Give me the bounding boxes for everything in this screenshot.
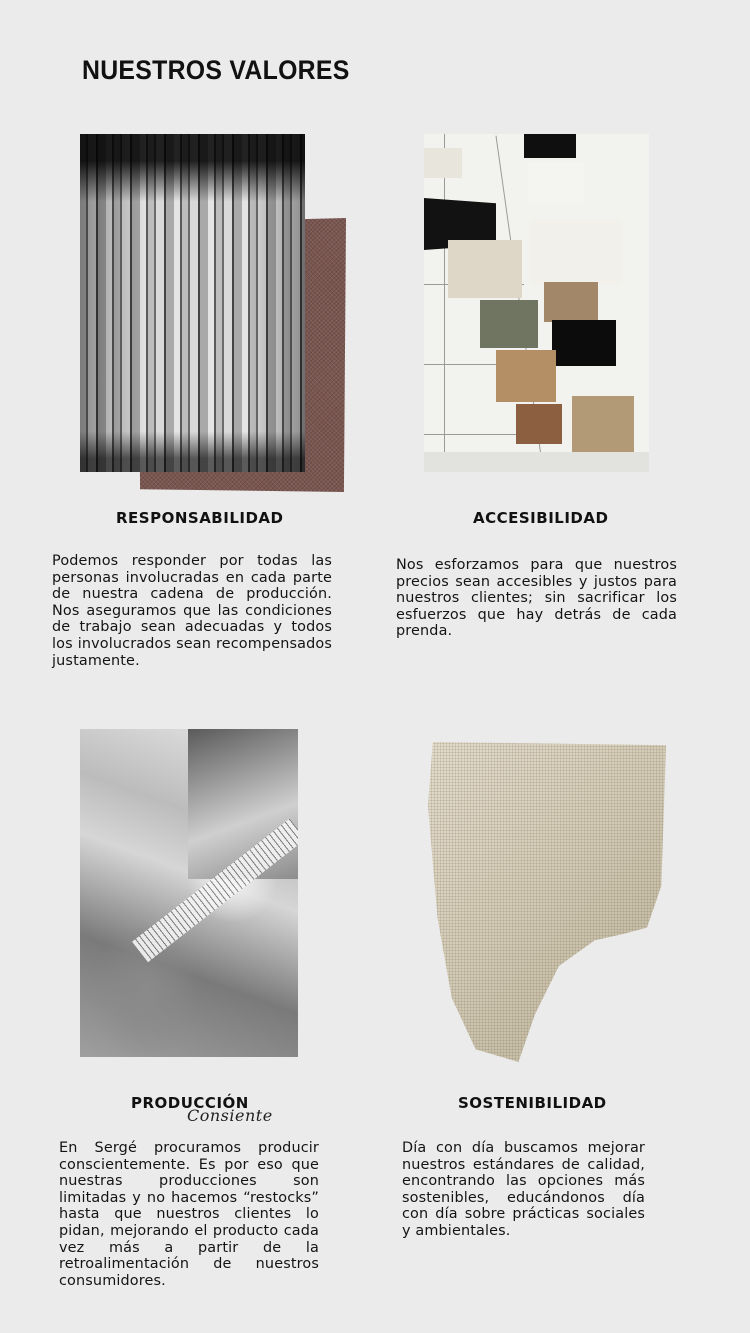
fabric-swatches-photo <box>424 134 649 472</box>
value-text-produccion: En Sergé procuramos producir conscientemente. Es por eso que nuestras producciones son limitadas y no hacemos “restocks” hasta que nuestros clientes lo pidan, mejorando el producto cada vez más a partir de la retroalimentación de nuestros consumidores. <box>59 1140 319 1289</box>
value-text-accesibilidad: Nos esforzamos para que nuestros precios sean accesibles y justos para nuestros clientes; sin sacrificar los esfuerzos que hay detrás de cada prenda. <box>396 557 677 640</box>
value-heading-produccion: PRODUCCIÓN <box>131 1094 249 1112</box>
script-subtitle-consiente: Consiente <box>187 1106 273 1125</box>
value-text-sostenibilidad: Día con día buscamos mejorar nuestros estándares de calidad, encontrando las opciones más sostenibles, educándonos día con día sobre prácticas sociales y ambientales. <box>402 1140 645 1239</box>
value-heading-accesibilidad: ACCESIBILIDAD <box>473 509 609 527</box>
value-text-responsabilidad: Podemos responder por todas las personas involucradas en cada parte de nuestra cadena de producción. Nos aseguramos que las condiciones de trabajo sean adecuadas y todos los involucrados sean recompensados justamente. <box>52 553 332 669</box>
page-title: NUESTROS VALORES <box>82 55 350 85</box>
linen-fabric-swatch-photo <box>428 742 666 1062</box>
sewing-machine-photo <box>80 729 298 1057</box>
value-heading-responsabilidad: RESPONSABILIDAD <box>116 509 284 527</box>
value-heading-sostenibilidad: SOSTENIBILIDAD <box>458 1094 607 1112</box>
hanging-patterns-photo <box>80 134 305 472</box>
